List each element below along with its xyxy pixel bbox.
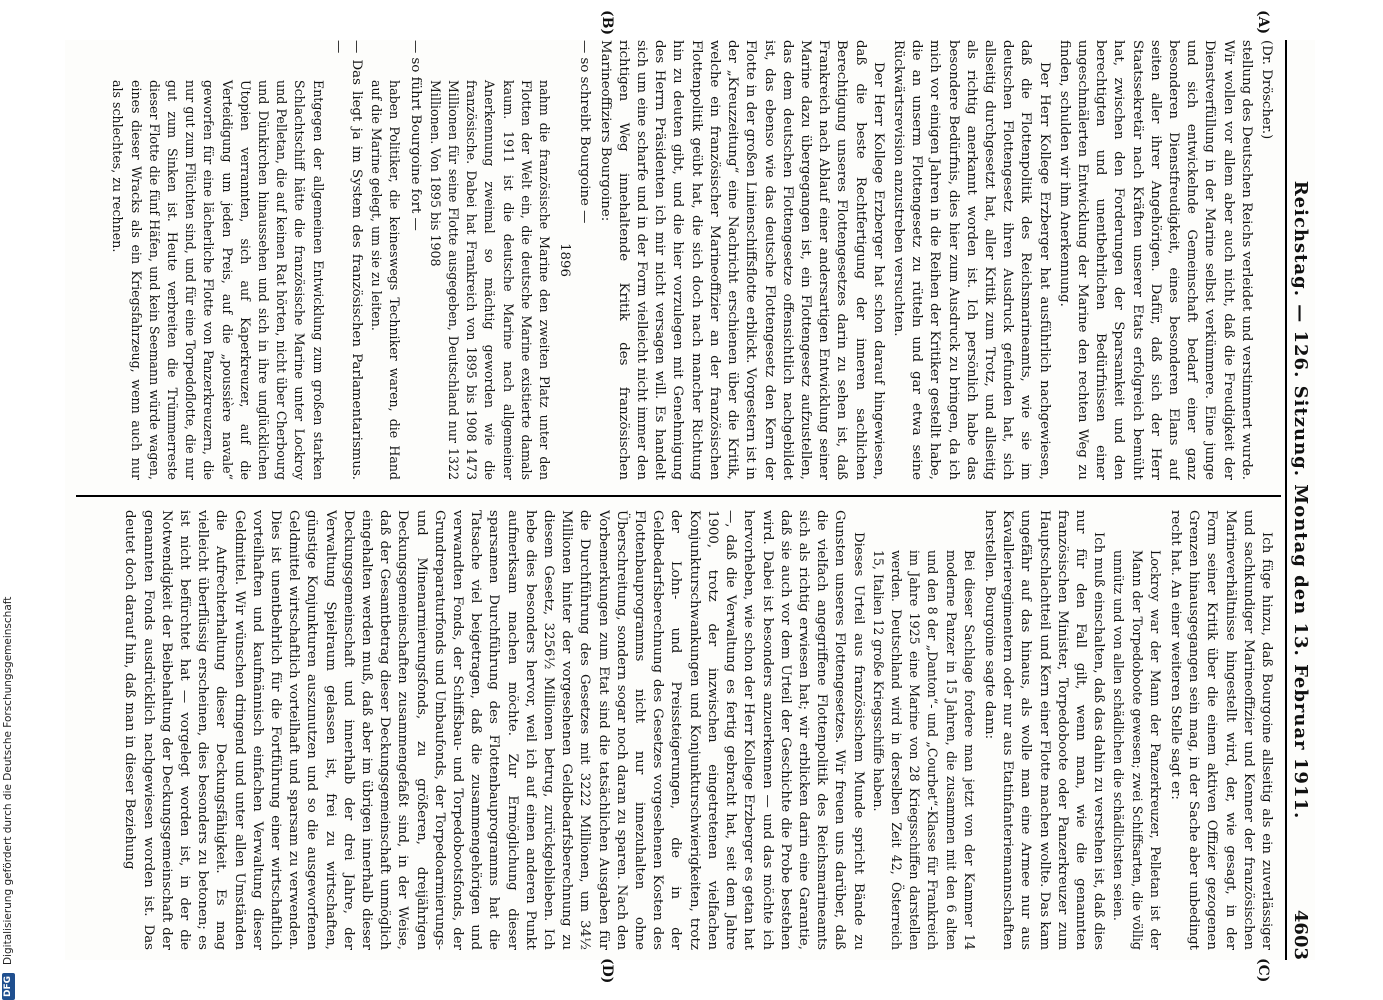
paragraph: Bei dieser Sachlage fordere man jetzt von der Kammer 14 moderne Panzer in 15 Jahren, die zusammen mit den 6 alten und den 8 der „Danton“- und „Courbet“-Klasse für Frankreich im Jahre 1925 eine Marine von 28 Kriegsschiffen darstellen werden. Deutschland wird in derselben Zeit 42, Österreich 15, Italien 12 große Kriegsschiffe haben. [870,550,977,950]
column-divider [76,495,1281,497]
margin-marker-a: (A) [1255,10,1271,35]
left-text-column [85,40,1275,480]
paragraph: Ich muß einschalten, daß das dahin zu verstehen ist, daß dies nur für den Fall gilt, wenn man, wie die genannten französischen Minister, Torpedoboote oder Panzerkreuzer zum Hauptschlachtteil und Kern einer Flotte machen wollte. Das kam ungefähr auf das hinaus, als wolle man eine Armee nur aus Kavallerieregimentern oder nur aus Etatinfanteriemannschaften herstellen. Bourgoine sagte dann: [981,510,1107,950]
digitization-credit [0,0,16,1000]
page-header [1285,40,1315,960]
paragraph: Lockroy war der Mann der Panzerkreuzer, Pelletan ist der Mann der Torpedoboote gewesen; zwei Schiffsarten, die völlig unnütz und von allen schädlichen die schädlichsten seien. [1111,550,1163,950]
paragraph: Dieses Urteil aus französischem Munde spricht Bände zu Gunsten unseres Flottengesetzes. Wir freuen uns darüber, daß die vielfach angegriffene Flottenpolitik des Reichsmarineamts sich als richtig erwiesen hat; wir erblicken darin eine Garantie, daß sie auch vor dem Urteil der Geschichte die Probe bestehen wird. Dabei ist besonders anzuerkennen — und das möchte ich hervorheben, wie schon der Herr Kollege Erzberger es getan hat —, daß die Verwaltung es fertig gebracht hat, seit dem Jahre 1900, trotz der inzwischen eingetretenen vielfachen Konjunkturschwankungen und Konjunkturschwierigkeiten, trotz der Lohn- und Preissteigerungen, die in der Geldbedarfsberechnung des Gesetzes vorgesehenen Kosten des Flottenbauprogramms nicht nur innezuhalten ohne Überschreitung, sondern sogar noch daran zu sparen. Nach den Vorbemerkungen zum Etat sind die tatsächlichen Ausgaben für die Durchführung des Gesetzes mit 3222 Millionen, um 34½ Millionen hinter der vorgesehenen Geldbedarfsberechnung zu diesem Gesetz, 3256½ Millionen betrug, zurückgeblieben. Ich hebe dies besonders hervor, weil ich auf einen anderen Punkt aufmerksam machen möchte. Zur Ermöglichung dieser sparsamen Durchführung des Flottenbauprogramms hat die Tatsache viel beigetragen, daß die zusammengehörigen und verwandten Fonds, der Schiffsbau- und Torpedobootsfonds, der Grundreparaturfonds und Umbaufonds, der Torpedoarmierungs- und Minenarmierungsfonds, zu größeren, dreijährigen Deckungsgemeinschaften zusammengefaßt sind, in der Weise, daß der Gesamtbetrag dieser Deckungsgemeinschaft unmöglich eingehalten werden muß, daß aber im übrigen innerhalb dieser Deckungsgemeinschaft und innerhalb der drei Jahre, der Verwaltung Spielraum gelassen ist, frei zu wirtschaften, günstige Konjunkturen auszunutzen und so die ausgeworfenen Geldmittel wirtschaftlich vorteilhaft und sparsam zu verwenden. Dies ist unentbehrlich für die Fortführung einer wirtschaftlich vorteilhaften und kaufmännisch einfachen Verwaltung dieser Geldmittel. Wir wünschen dringend und unter allen Umständen die Aufrechterhaltung dieser Deckungsfähigkeit. Es mag vielleicht überflüssig erscheinen, dies besonders zu betonen; es ist nicht befürchtet hat — vorgelegt worden ist, in der die Notwendigkeit der Beibehaltung der Deckungsgemeinschaft der genannten Fonds ausdrücklich nachgewiesen worden ist. Das deutet doch darauf hin, daß man in dieser Beziehung [122,510,866,950]
margin-marker-c: (C) [1255,958,1271,983]
dfg-logo: DFG [2,973,15,1000]
document-page [65,10,1315,984]
paragraph: nahm die französische Marine den zweiten Platz unter den Flotten der Welt ein, die deutsche Marine existierte damals kaum. 1911 ist die deutsche Marine nach allgemeiner Anerkennung zweimal so mächtig geworden wie die französische. Dabei hat Frankreich von 1895 bis 1908 1473 Millionen für seine Flotte ausgegeben, Deutschland nur 1322 Millionen. Von 1895 bis 1908 [427,80,553,480]
paragraph: haben Politiker, die keineswegs Techniker waren, die Hand auf die Marine gelegt, um sie zu leiten. [369,80,403,480]
page-number: 4603 [1290,909,1312,960]
paragraph: 1896 [557,243,573,277]
paragraph: Der Herr Kollege Erzberger hat ausführlich nachgewiesen, daß die Flottenpolitik des Reichsmarineamts, wie sie im deutschen Flottengesetz ihren Ausdruck gefunden hat, sich allseitig durchgesetzt hat, aller Kritik zum Trotz, und allseitig als richtig anerkannt worden ist. Ich persönlich habe das besondere Bedürfnis, dies hier zum Ausdruck zu bringen, da ich mich vor einigen Jahren in die Reihen der Kritiker gestellt habe, die an unserm Flottengesetz zu rütteln und gar etwa seine Rückwärtsrevision anzustreben versuchten. [890,40,1052,480]
paragraph: — so schreibt Bourgoine — [577,40,593,224]
header-title: Reichstag. — 126. Sitzung. Montag den 13. Februar 1911. [1290,180,1312,820]
paragraph: — Das liegt ja im System des französischen Parlamentarismus. — [330,40,365,480]
paragraph: — so führt Bourgoine fort — [407,40,423,231]
paragraph: (Dr. Dröscher.) [1259,40,1274,140]
right-text-column [85,510,1275,950]
paragraph: stellung des Deutschen Reichs verleidet und verstimmert wurde. Wir wollen vor allem aber auch nicht, daß die Freudigkeit der Dienstverfüllung in der Marine selbst verkümmere. Eine junge und sich entwickelnde Gemeinschaft bedarf einer ganz besonderen Dienstfreudigkeit, eines besonderen Elans auf seiten aller ihrer Angehörigen. Dafür, daß sich der Herr Staatssekretär nach Kräften unserer Etats erfolgreich bemüht hat, zwischen den Forderungen der Sparsamkeit und den berechtigten und unentbehrlichen Bedürfnissen einer ungeschmälerten Entwicklung der Marine den rechten Weg zu finden, schulden wir ihm Anerkennung. [1056,40,1254,480]
paragraph: Der Herr Kollege Erzberger hat schon darauf hingewiesen, daß die beste Rechtfertigung der inneren sachlichen Berechtigung unseres Flottengesetzes darin zu sehen ist, daß Frankreich nach Ablauf einer andersartigen Entwicklung seiner Marine dazu übergegangen ist, ein Flottengesetz aufzustellen, das dem deutschen Flottengesetze offensichtlich nachgebildet ist, das ebenso wie das deutsche Flottengesetz den Kern der Flotte in der großen Linienschiffsflotte erblickt. Vorgestern ist in der „Kreuzzeitung“ eine Nachricht erschienen über die Kritik, welche ein französischer Marineoffizier an der französischen Flottenpolitik geübt hat, die sich doch nach mancher Richtung hin zu deuten gibt, und die hier vorzulegen mit Genehmigung des Herrn Präsidenten ich mir nicht versagen will. Es handelt sich um eine scharfe und in der Form vielleicht nicht immer den richtigen Weg innehaltende Kritik des französischen Marineoffiziers Bourgoine: [597,40,886,480]
credit-text: Digitalisierung gefördert durch die Deutsche Forschungsgemeinschaft [2,596,14,965]
margin-marker-b: (B) [599,10,615,36]
paragraph: Ich füge hinzu, daß Bourgoine allseitig als ein zuverlässiger und sachkundiger Marineoffizier und Kenner der französischen Marineverhältnisse hingestellt wird, der, wie gesagt, in der Form seiner Kritik über die einem aktiven Offizier gezogenen Grenzen hinausgegangen sein mag, in der Sache aber unbedingt recht hat. An einer weiteren Stelle sagt er: [1167,510,1274,950]
margin-marker-d: (D) [599,958,615,984]
paragraph: Entgegen der allgemeinen Entwicklung zum großen starken Schlachtschiff hätte die französische Marine unter Lockroy und Pelletan, die auf keinen Rat hörten, nicht über Cherbourg und Dünkirchen hinaussehen und sich in ihre unglücklichen Utopien verrannten, sich auf Kaperkreuzer, auf die Verteidigung um jeden Preis, auf die „poussière navale“ geworfen für eine lächerliche Flotte von Panzerkreuzern, die nur gut zum Flüchten sind, und für eine Torpedoflotte, die nur gut zum Sinken ist. Heute verbreiten die Trümmerreste dieser Flotte die fünf Häfen, und kein Seemann würde wagen, eines dieser Wracks als ein Kriegsfahrzeug, wenn auch nur als schlechtes, zu rechnen. [110,80,326,480]
